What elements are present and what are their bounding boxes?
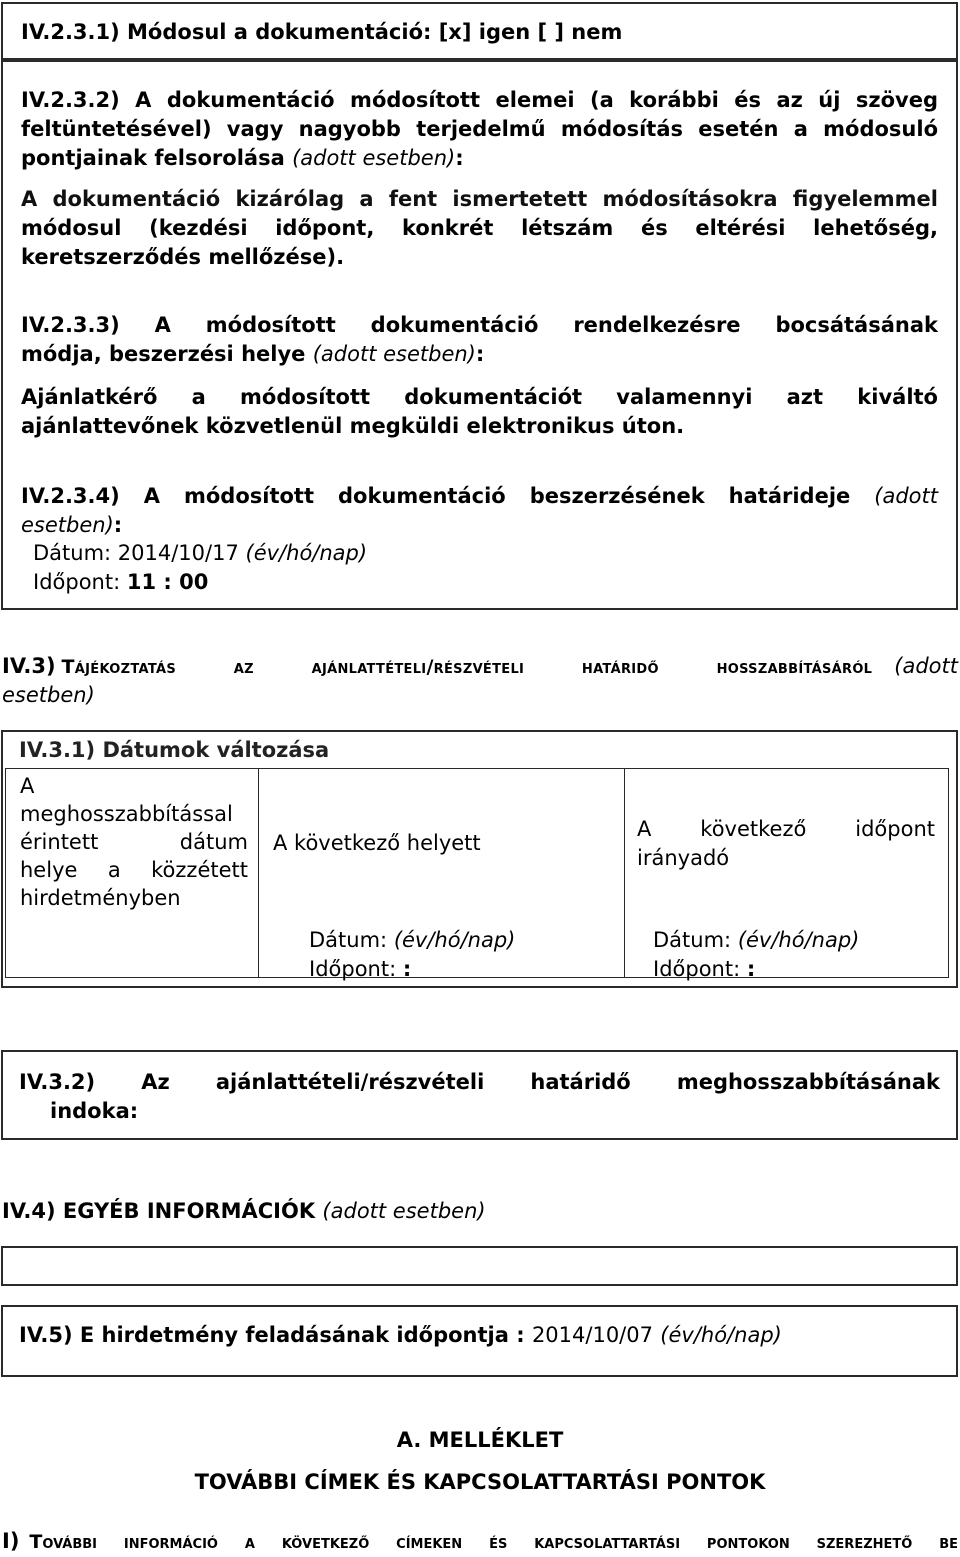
publication-date-box: [1, 1305, 958, 1377]
publication-date-text: IV.5) E hirdetmény feladásának időpontja : 2014/10/07 (év/hó/nap): [19, 1323, 782, 1347]
other-info-heading: IV.4) EGYÉB INFORMÁCIÓK (adott esetben): [2, 1199, 486, 1223]
section-iv-2-3-1-text: IV.2.3.1) Módosul a dokumentáció: [x] igen [ ] nem: [21, 20, 623, 44]
extension-reason-box: [1, 1050, 958, 1140]
section-iv-2-3-2-body-line2: módosul (kezdési időpont, konkrét létszám és eltérési lehetőség,: [21, 216, 938, 240]
section-iv-2-3-2-body-line1: A dokumentáció kizárólag a fent ismertetett módosításokra figyelemmel: [21, 187, 938, 211]
new-date: Dátum: (év/hó/nap): [653, 928, 860, 952]
col3-header: A következő időpont irányadó: [637, 817, 935, 870]
section-iv-2-3-2-heading-line2: feltüntetésével) vagy nagyobb terjedelmű módosítás esetén a módosuló: [21, 117, 938, 141]
section-iv-3-title: Tájékoztatás az ajánlattételi/részvételi határidő hosszabbításáról: [61, 656, 873, 678]
section-iv-2-3-2-heading-line3: pontjainak felsorolása (adott esetben):: [21, 146, 464, 170]
section-iv-2-3-2-body-line3: keretszerződés mellőzése).: [21, 245, 345, 269]
section-iv-3-heading-line2: esetben): [2, 683, 95, 707]
section-iv-2-3-2-heading-line1: IV.2.3.2) A dokumentáció módosított elemei (a korábbi és az új szöveg: [21, 88, 938, 112]
extension-reason-line1: IV.3.2) Az ajánlattételi/részvételi határidő meghosszabbításának: [19, 1070, 940, 1094]
extension-reason-line2: indoka:: [50, 1099, 139, 1123]
section-iv-2-3-3-heading-line1: IV.2.3.3) A módosított dokumentáció rendelkezésre bocsátásának: [21, 313, 938, 337]
annex-title: A. MELLÉKLET: [396, 1428, 564, 1452]
section-iv-2-3-1-box: [1, 2, 958, 60]
section-iv-2-3-3-heading-line2: módja, beszerzési helye (adott esetben):: [21, 342, 485, 366]
section-iv-2-3-4-heading-line2: esetben):: [21, 513, 123, 537]
table-bottom-divider: [259, 888, 949, 889]
section-iv-2-3-4-heading-line1: IV.2.3.4) A módosított dokumentáció beszerzésének határideje (adott: [21, 484, 938, 508]
new-time: Időpont: :: [653, 957, 756, 981]
deadline-time: Időpont: 11 : 00: [33, 570, 209, 594]
date-change-table: [1, 730, 958, 988]
annex-subtitle: TOVÁBBI CÍMEK ÉS KAPCSOLATTARTÁSI PONTOK: [194, 1470, 766, 1494]
annex-section-i: I) További információ a következő címeken és kapcsolattartási pontokon szerezhető be: [2, 1527, 958, 1557]
section-iv-2-3-3-body-line1: Ajánlatkérő a módosított dokumentációt valamennyi azt kiváltó: [21, 385, 938, 409]
section-iv-2-3-3-body-line2: ajánlattevőnek közvetlenül megküldi elektronikus úton.: [21, 414, 685, 438]
deadline-date: Dátum: 2014/10/17 (év/hó/nap): [33, 541, 368, 565]
section-iv-2-3-2-box: [1, 60, 958, 610]
other-info-box: [1, 1246, 958, 1286]
section-iv-3-heading: IV.3) Tájékoztatás az ajánlattételi/részvételi határidő hosszabbításáról (adott: [2, 652, 958, 682]
date-change-heading: IV.3.1) Dátumok változása: [19, 738, 330, 762]
col1-cell: [5, 768, 259, 978]
col2-header: A következő helyett: [273, 831, 481, 855]
col1-text: A meghosszabbítással érintett dátum helye a közzétett hirdetményben: [20, 774, 248, 910]
annex-section-i-text: További információ a következő címeken és kapcsolattartási pontokon szerezhető be: [29, 1531, 958, 1553]
old-date: Dátum: (év/hó/nap): [309, 928, 516, 952]
old-time: Időpont: :: [309, 957, 412, 981]
